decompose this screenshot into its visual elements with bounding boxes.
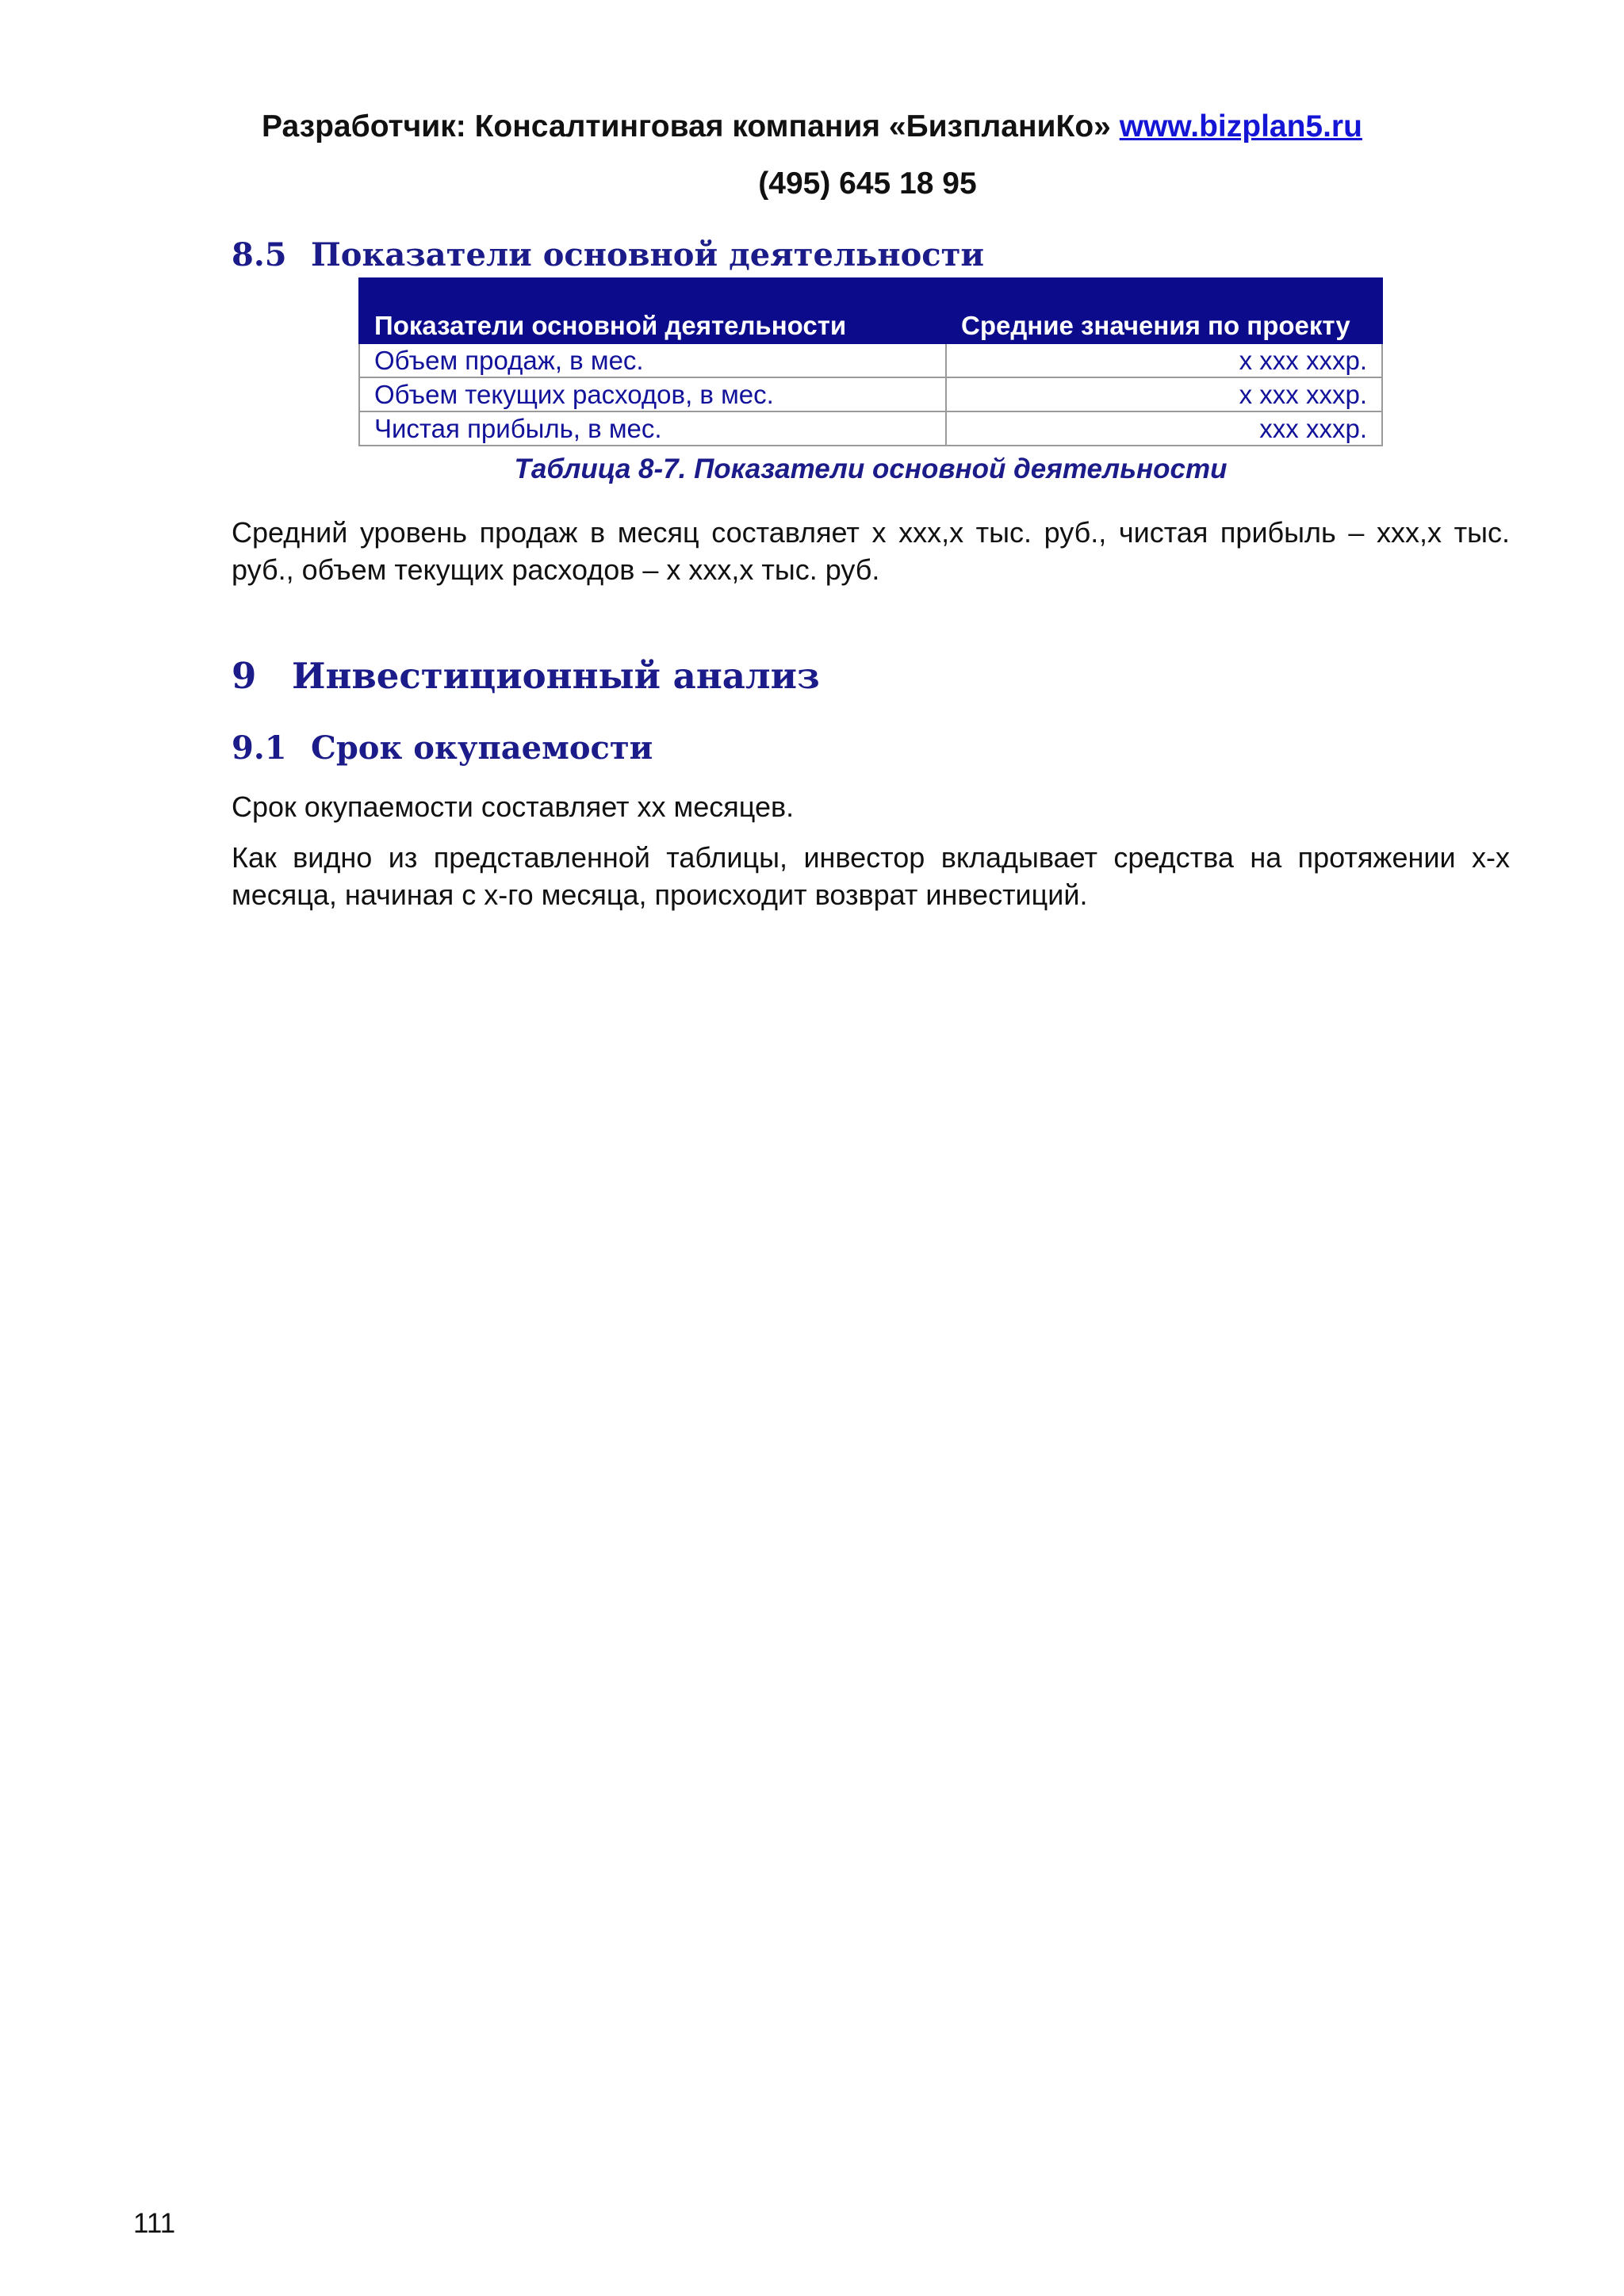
section-number: 9.1 xyxy=(232,729,287,767)
section-number: 9 xyxy=(232,655,257,697)
table-caption: Таблица 8-7. Показатели основной деятельности xyxy=(514,453,1228,484)
header-phone: (495) 645 18 95 xyxy=(758,166,977,201)
section-heading-8-5 xyxy=(232,236,984,274)
table-row xyxy=(359,411,1382,446)
paragraph-sales-summary: Средний уровень продаж в месяц составляет х ххх,х тыс. руб., чистая прибыль – ххх,х тыс. руб., объем текущих расходов – х ххх,х тыс. руб. xyxy=(232,516,1510,586)
page-number: 111 xyxy=(133,2208,176,2239)
section-title: Срок окупаемости xyxy=(311,729,653,767)
section-heading-9 xyxy=(232,655,820,697)
paragraph-payback: Срок окупаемости составляет хх месяцев. xyxy=(232,790,795,823)
paragraph-investment: Как видно из представленной таблицы, инвестор вкладывает средства на протяжении х-х месяца, начиная с х-го месяца, происходит возврат инвестиций. xyxy=(232,841,1510,911)
row-label: Объем продаж, в мес. xyxy=(359,343,946,377)
section-number: 8.5 xyxy=(232,236,287,274)
row-value: х ххх хххр. xyxy=(946,343,1382,377)
developer-text: Разработчик: Консалтинговая компания «БизпланиКо» xyxy=(262,109,1111,144)
row-value: х ххх хххр. xyxy=(946,377,1382,411)
site-link[interactable]: www.bizplan5.ru xyxy=(1119,109,1362,144)
section-title: Инвестиционный анализ xyxy=(292,655,820,697)
row-value: ххх хххр. xyxy=(946,411,1382,446)
row-label: Чистая прибыль, в мес. xyxy=(359,411,946,446)
section-heading-9-1 xyxy=(232,729,653,767)
table-row xyxy=(359,377,1382,411)
column-header: Средние значения по проекту xyxy=(946,278,1382,343)
section-title: Показатели основной деятельности xyxy=(311,236,985,274)
kpi-table xyxy=(358,277,1383,446)
column-header: Показатели основной деятельности xyxy=(359,278,946,343)
table-row xyxy=(359,343,1382,377)
row-label: Объем текущих расходов, в мес. xyxy=(359,377,946,411)
table-header-row xyxy=(359,278,1382,343)
page-header xyxy=(0,109,1624,144)
